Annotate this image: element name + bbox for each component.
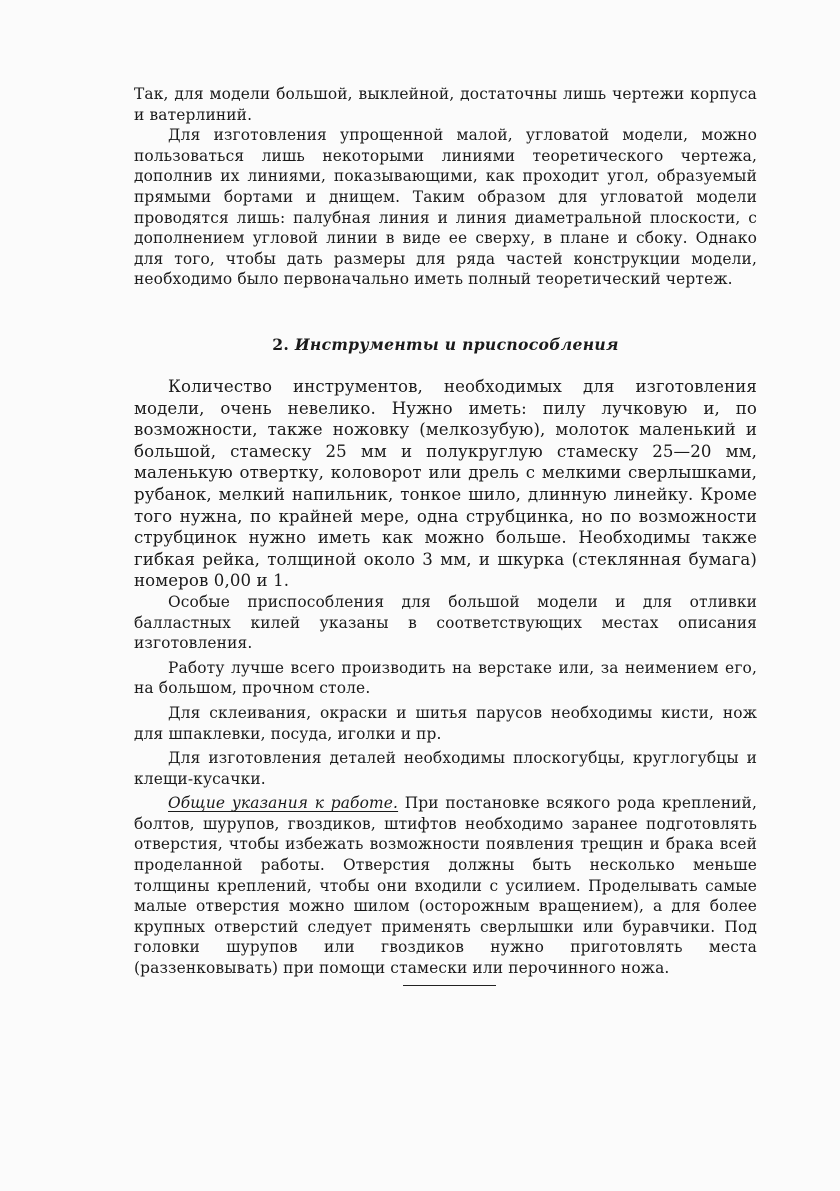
intro-paragraph-2: Для изготовления упрощенной малой, угловатой модели, можно пользоваться лишь некоторыми линиями теоретического чертежа, дополнив их линиями, показывающими, как проходит угол, образуемый прямыми бортами и днищем. Таким образом для угловатой модели проводятся лишь: палубная линия и линия диаметральной плоскости, с дополнением угловой линии в виде ее сверху, в плане и сбоку. Однако для того, чтобы дать размеры для ряда частей конструкции модели, необходимо было первоначально иметь полный теоретический чертеж.: [134, 126, 757, 289]
section-title: Инструменты и приспособления: [294, 335, 619, 354]
section-body: [134, 376, 757, 979]
intro-section: [134, 84, 757, 290]
general-instructions-lead: Общие указания к работе.: [168, 794, 399, 813]
end-rule-divider: [403, 985, 496, 986]
body-paragraph-1: Количество инструментов, необходимых для изготовления модели, очень невелико. Нужно иметь: пилу лучковую и, по возможности, также ножовку (мелкозубую), молоток маленький и большой, стамеску 25 мм и полукруглую стамеску 25—20 мм, маленькую отвертку, коловорот или дрель с мелкими сверлышками, рубанок, мелкий напильник, тонкое шило, длинную линейку. Кроме того нужна, по крайней мере, одна струбцинка, но по возможности струбцинок нужно иметь как можно больше. Необходимы также гибкая рейка, толщиной около 3 мм, и шкурка (стеклянная бумага) номеров 0,00 и 1.: [134, 377, 757, 591]
general-instructions-text: При постановке всякого рода креплений, болтов, шурупов, гвоздиков, штифтов необходимо заранее подготовлять отверстия, чтобы избежать возможности появления трещин и брака всей проделанной работы. Отверстия должны быть несколько меньше толщины креплений, чтобы они входили с усилием. Проделывать самые малые отверстия можно шилом (осторожным вращением), а для более крупных отверстий следует применять сверлышки или буравчики. Под головки шурупов или гвоздиков нужно приготовлять места (раззенковывать) при помощи стамески или перочинного ножа.: [134, 794, 757, 978]
body-paragraph-3: Работу лучше всего производить на верстаке или, за неимением его, на большом, прочном столе.: [134, 658, 757, 698]
body-paragraph-4: Для склеивания, окраски и шитья парусов необходимы кисти, нож для шпаклевки, посуда, иголки и пр.: [134, 703, 757, 743]
body-paragraph-6: [134, 793, 757, 978]
section-heading: [134, 335, 757, 354]
body-paragraph-5: Для изготовления деталей необходимы плоскогубцы, круглогубцы и клещи-кусачки.: [134, 749, 757, 788]
intro-paragraph-1: Так, для модели большой, выклейной, достаточны лишь чертежи корпуса и ватерлиний.: [134, 85, 757, 124]
body-paragraph-2: Особые приспособления для большой модели и для отливки балластных килей указаны в соответствующих местах описания изготовления.: [134, 592, 757, 653]
section-number: 2.: [272, 335, 290, 354]
